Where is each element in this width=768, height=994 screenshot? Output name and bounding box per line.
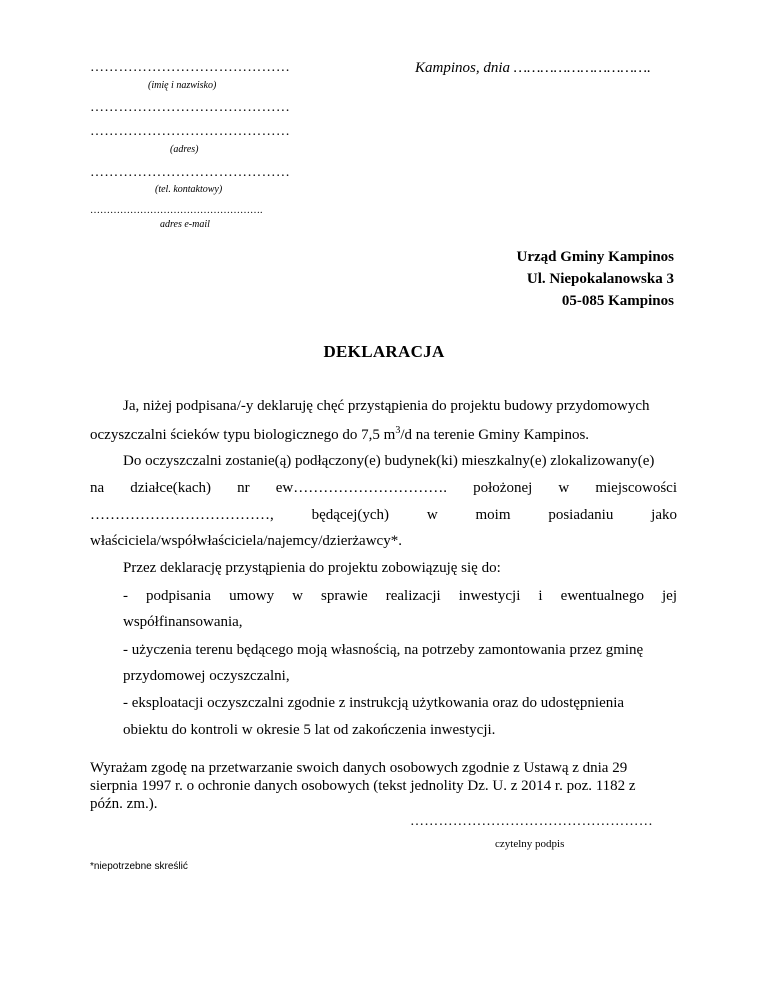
- p3-item3-line2: obiektu do kontroli w okresie 5 lat od zakończenia inwestycji.: [123, 722, 496, 738]
- p3-item1-line2: współfinansowania,: [123, 614, 243, 630]
- recipient-address: [374, 246, 674, 312]
- email-label: adres e-mail: [160, 219, 210, 230]
- p3-item2-line2: przydomowej oczyszczalni,: [123, 668, 290, 684]
- p3-item2-line1: - użyczenia terenu będącego moją własnością, na potrzeby zamontowania przez gminę: [123, 642, 644, 658]
- p1-line1: Ja, niżej podpisana/-y deklaruję chęć przystąpienia do projektu budowy przydomowych: [123, 398, 650, 414]
- p2-line2: na działce(kach) nr ew…………………………. położonej w miejscowości: [90, 480, 677, 496]
- phone-label: (tel. kontaktowy): [155, 184, 223, 195]
- address-dots-2: ……………………………………: [90, 124, 291, 139]
- signature-dots: ……………………………………………: [410, 814, 654, 829]
- recipient-line-2: Ul. Niepokalanowska 3: [526, 271, 674, 287]
- footnote: *niepotrzebne skreślić: [90, 861, 188, 872]
- p1-line2: [90, 425, 589, 444]
- p2-line3: ………………………………, będącej(ych) w moim posiadaniu jako: [90, 507, 677, 523]
- signature-label: czytelny podpis: [495, 838, 565, 850]
- consent-line2: sierpnia 1997 r. o ochronie danych osobowych (tekst jednolity Dz. U. z 2014 r. poz. 1182 z: [90, 778, 636, 794]
- p1-line2-b: /d na terenie Gminy Kampinos.: [400, 427, 590, 443]
- p1-line2-sup: 3: [395, 425, 401, 436]
- recipient-line-3: 05-085 Kampinos: [561, 293, 674, 309]
- p3-item1-line1: - podpisania umowy w sprawie realizacji inwestycji i ewentualnego jej: [123, 588, 677, 604]
- p3-item3-line1: - eksploatacji oczyszczalni zgodnie z instrukcją użytkowania oraz do udostępnienia: [123, 695, 625, 711]
- recipient-line-1: Urząd Gminy Kampinos: [516, 249, 674, 265]
- name-dots: ……………………………………: [90, 60, 291, 75]
- name-label: (imię i nazwisko): [148, 80, 217, 91]
- p1-line2-a: oczyszczalni ścieków typu biologicznego do 7,5 m: [90, 427, 396, 443]
- consent-line1: Wyrażam zgodę na przetwarzanie swoich danych osobowych zgodnie z Ustawą z dnia 29: [90, 760, 628, 776]
- document-title: DEKLARACJA: [323, 342, 445, 361]
- place-date: Kampinos, dnia ………………………….: [415, 60, 651, 76]
- p2-line4: właściciela/współwłaściciela/najemcy/dzierżawcy*.: [90, 533, 402, 549]
- phone-dots: ……………………………………: [90, 165, 291, 180]
- address-label: (adres): [170, 144, 199, 155]
- p3-intro: Przez deklarację przystąpienia do projektu zobowiązuję się do:: [123, 560, 501, 576]
- consent-line3: późn. zm.).: [90, 796, 158, 812]
- address-dots-1: ……………………………………: [90, 100, 291, 115]
- email-dots: …………………………………………….: [90, 205, 263, 216]
- p2-line1: Do oczyszczalni zostanie(ą) podłączony(e) budynek(ki) mieszkalny(e) zlokalizowany(e): [123, 453, 655, 469]
